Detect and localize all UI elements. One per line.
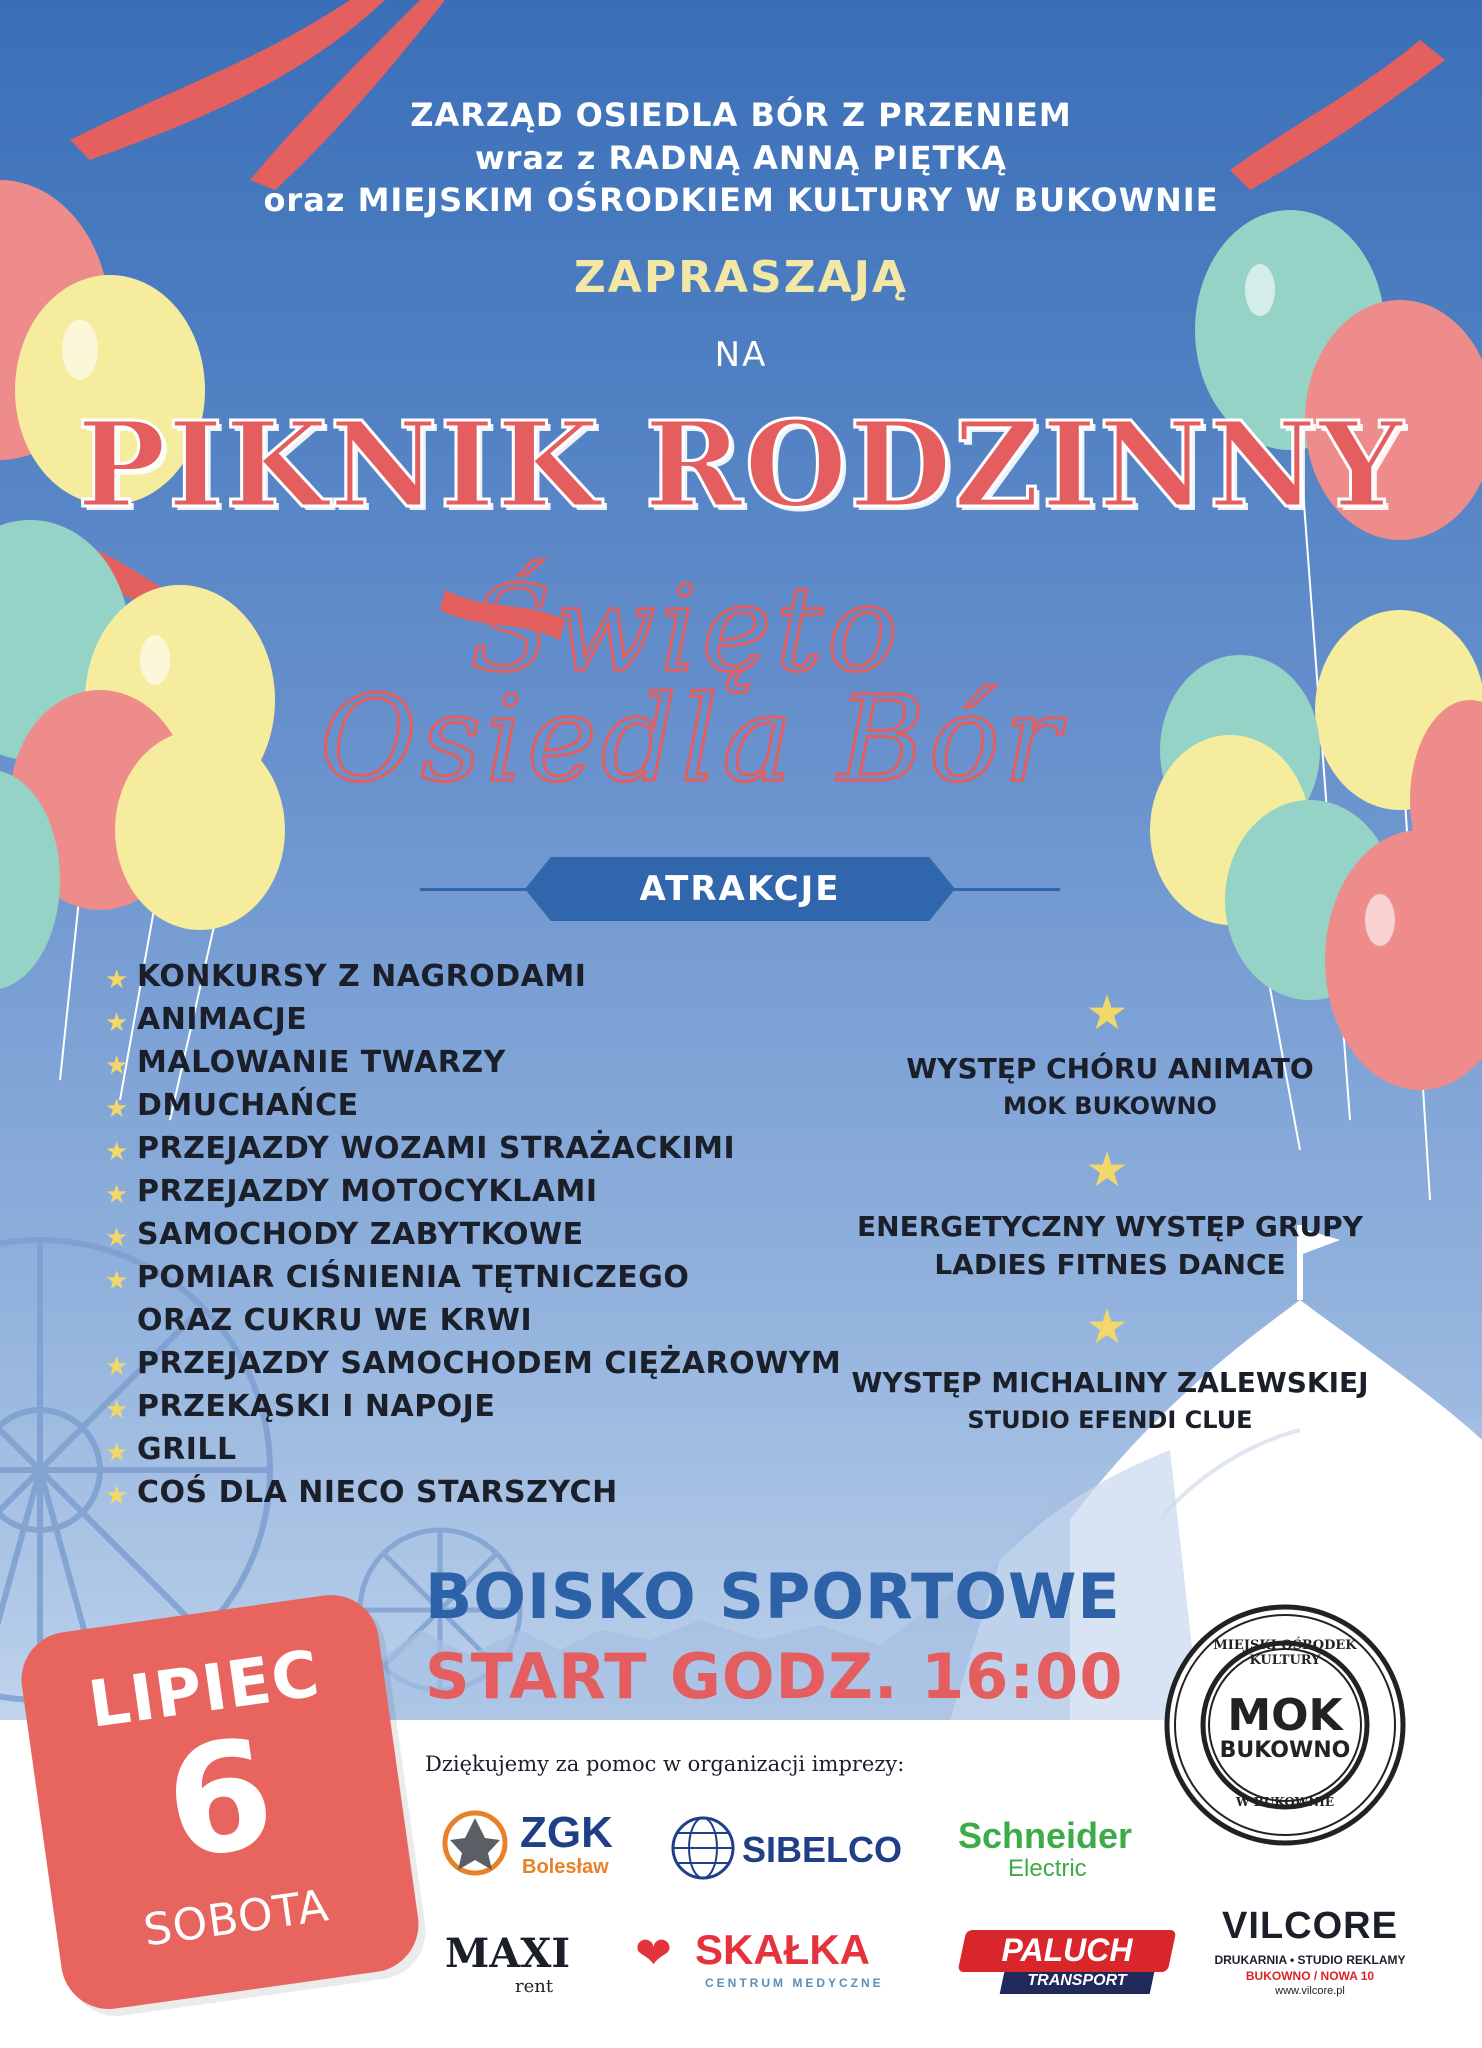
list-item: ★ SAMOCHODY ZABYTKOWE (105, 1213, 841, 1256)
zgk-logo-subtext: Bolesław (522, 1856, 609, 1878)
star-icon: ★ (105, 1223, 129, 1253)
mok-ring-text: MIEJSKI OŚRODEK KULTURY (1213, 1638, 1357, 1668)
maxi-logo-subtext: rent (515, 1976, 554, 1997)
vilcore-address: BUKOWNO / NOWA 10 (1245, 1969, 1375, 1983)
vilcore-logo-text: VILCORE (1222, 1905, 1398, 1947)
performance-1 (800, 1050, 1420, 1124)
sibelco-logo (670, 1815, 930, 1885)
script-subtitle-2: Osiedla Bór (320, 670, 1065, 808)
list-item: ★ KONKURSY Z NAGRODAMI (105, 955, 841, 998)
star-icon: ★ (105, 1438, 129, 1468)
ribbon-top-left (70, 0, 385, 160)
list-item: ★ POMIAR CIŚNIENIA TĘTNICZEGO (105, 1256, 841, 1299)
mok-logo-text: MOK (1227, 1690, 1343, 1741)
start-time: START GODZ. 16:00 (425, 1640, 1124, 1713)
organizer-line-2: wraz z RADNĄ ANNĄ PIĘTKĄ (475, 139, 1007, 177)
banner-line-right (940, 888, 1060, 891)
banner-line-left (420, 888, 540, 891)
star-icon: ★ (105, 1352, 129, 1382)
organizer-line-3: oraz MIEJSKIM OŚRODKIEM KULTURY W BUKOWNIE (263, 181, 1219, 219)
performance-subtitle: STUDIO EFENDI CLUE (967, 1406, 1253, 1434)
sibelco-logo-text: SIBELCO (742, 1829, 903, 1870)
performance-title: ENERGETYCZNY WYSTĘP GRUPY (857, 1210, 1363, 1243)
script-subtitle-1: Święto (470, 560, 902, 698)
organizer-line-1: ZARZĄD OSIEDLA BÓR Z PRZENIEM (410, 96, 1072, 134)
list-item: ★ PRZEJAZDY MOTOCYKLAMI (105, 1170, 841, 1213)
schneider-logo-text: Schneider (958, 1815, 1133, 1856)
na-text: NA (714, 335, 768, 375)
vilcore-logo-subtext: DRUKARNIA • STUDIO REKLAMY (1214, 1953, 1406, 1967)
maxi-logo (445, 1930, 595, 2000)
performance-subtitle: LADIES FITNES DANCE (934, 1248, 1286, 1281)
performance-title: WYSTĘP MICHALINY ZALEWSKIEJ (851, 1366, 1369, 1399)
zgk-logo-text: ZGK (520, 1808, 613, 1857)
schneider-logo (958, 1815, 1198, 1885)
schneider-logo-subtext: Electric (1008, 1855, 1087, 1882)
thanks-text: Dziękujemy za pomoc w organizacji imprezy: (425, 1752, 905, 1776)
vilcore-logo (1210, 1905, 1410, 2015)
performance-3 (800, 1364, 1420, 1438)
maxi-logo-text: MAXI (445, 1930, 571, 1977)
star-icon: ★ (1085, 1299, 1129, 1355)
zgk-logo (440, 1808, 650, 1888)
globe-icon (670, 1815, 736, 1881)
date-weekday: SOBOTA (140, 1880, 333, 1957)
paluch-logo-text: PALUCH (1001, 1932, 1133, 1968)
attractions-list (105, 955, 841, 1514)
venue: BOISKO SPORTOWE (425, 1560, 1121, 1633)
star-icon: ★ (105, 1481, 129, 1511)
list-item: ★ PRZEJAZDY SAMOCHODEM CIĘŻAROWYM (105, 1342, 841, 1385)
skalka-logo (635, 1922, 915, 2002)
paluch-logo (962, 1920, 1172, 2000)
star-icon: ★ (105, 1008, 129, 1038)
list-item: ★ DMUCHAŃCE (105, 1084, 841, 1127)
performance-title: WYSTĘP CHÓRU ANIMATO (906, 1052, 1314, 1085)
list-item: ★ PRZEJAZDY WOZAMI STRAŻACKIMI (105, 1127, 841, 1170)
list-item: ★ COŚ DLA NIECO STARSZYCH (105, 1471, 841, 1514)
list-item: ORAZ CUKRU WE KRWI (137, 1303, 533, 1338)
star-icon: ★ (105, 1395, 129, 1425)
star-icon: ★ (1085, 985, 1129, 1041)
star-icon: ★ (105, 1266, 129, 1296)
invite-heading: ZAPRASZAJĄ (573, 252, 909, 303)
star-icon: ★ (105, 965, 129, 995)
list-item: ★ GRILL (105, 1428, 841, 1471)
date-month: LIPIEC (84, 1637, 325, 1743)
list-item: ★ MALOWANIE TWARZY (105, 1041, 841, 1084)
paluch-logo-subtext: TRANSPORT (1027, 1972, 1127, 1989)
performance-2 (800, 1208, 1420, 1284)
performance-subtitle: MOK BUKOWNO (1003, 1092, 1217, 1120)
star-icon: ★ (105, 1051, 129, 1081)
event-title: PIKNIK RODZINNY (77, 395, 1405, 534)
star-icon: ★ (105, 1094, 129, 1124)
list-item: ★ ANIMACJE (105, 998, 841, 1041)
attractions-label: ATRAKCJE (639, 869, 841, 909)
zgk-emblem-icon (440, 1808, 510, 1878)
vilcore-website: www.vilcore.pl (1275, 1985, 1345, 1997)
heart-icon: ❤ (635, 1928, 672, 1979)
date-day: 6 (155, 1706, 284, 1894)
mok-ring-text-2: W BUKOWNIE (1235, 1795, 1335, 1809)
mok-logo (1160, 1600, 1410, 1850)
skalka-logo-text: SKAŁKA (695, 1926, 870, 1973)
star-icon: ★ (1085, 1142, 1129, 1198)
mok-logo-subtext: BUKOWNO (1219, 1738, 1351, 1763)
date-badge (15, 1589, 424, 2015)
star-icon: ★ (105, 1137, 129, 1167)
list-item: ★ PRZEKĄSKI I NAPOJE (105, 1385, 841, 1428)
star-icon: ★ (105, 1180, 129, 1210)
skalka-logo-subtext: CENTRUM MEDYCZNE (705, 1976, 884, 1990)
